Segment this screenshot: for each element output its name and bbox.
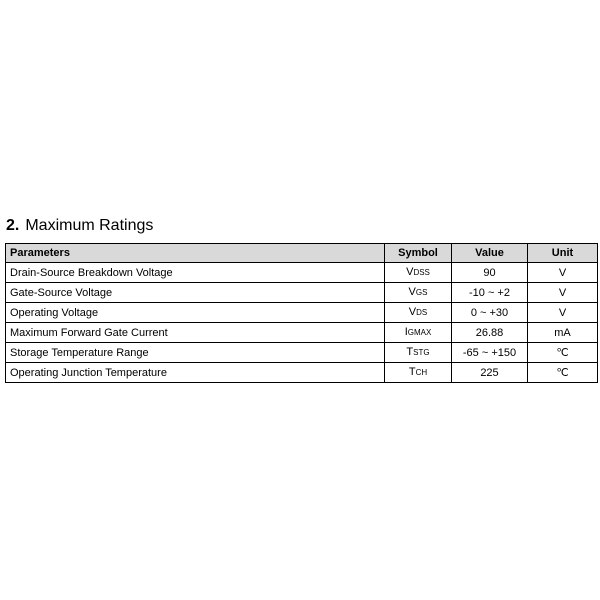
symbol-main: V <box>408 286 416 298</box>
symbol-main: T <box>408 366 416 378</box>
value-cell: -65 ~ +150 <box>452 343 528 363</box>
symbol-cell <box>385 283 452 303</box>
symbol-subscript: DSS <box>413 268 430 277</box>
unit-cell: V <box>528 283 598 303</box>
table-row <box>6 323 598 343</box>
header-symbol: Symbol <box>385 244 452 263</box>
parameter-cell: Operating Junction Temperature <box>6 363 385 383</box>
symbol-main: I <box>404 326 408 338</box>
value-cell: 90 <box>452 263 528 283</box>
value-cell: 0 ~ +30 <box>452 303 528 323</box>
symbol-cell <box>385 363 452 383</box>
parameter-cell: Operating Voltage <box>6 303 385 323</box>
symbol-cell <box>385 323 452 343</box>
symbol-subscript: CH <box>415 368 428 377</box>
table-row <box>6 363 598 383</box>
table-row <box>6 283 598 303</box>
symbol-main: T <box>406 346 414 358</box>
unit-cell: V <box>528 303 598 323</box>
section-title: Maximum Ratings <box>25 217 154 234</box>
symbol-cell <box>385 343 452 363</box>
symbol-subscript: DS <box>416 308 428 317</box>
table-header-row <box>6 244 598 263</box>
symbol-main: V <box>406 266 414 278</box>
unit-cell: mA <box>528 323 598 343</box>
table-row <box>6 263 598 283</box>
header-value: Value <box>452 244 528 263</box>
unit-cell: ℃ <box>528 363 598 383</box>
symbol-main: V <box>408 306 417 318</box>
symbol-subscript: GMAX <box>407 328 432 337</box>
symbol-subscript: GS <box>415 288 428 297</box>
section-number: 2. <box>6 217 20 234</box>
header-parameters: Parameters <box>6 244 385 263</box>
parameter-cell: Gate-Source Voltage <box>6 283 385 303</box>
section-heading <box>6 216 153 236</box>
symbol-cell <box>385 263 452 283</box>
symbol-subscript: STG <box>413 348 430 357</box>
unit-cell: ℃ <box>528 343 598 363</box>
value-cell: 225 <box>452 363 528 383</box>
parameter-cell: Storage Temperature Range <box>6 343 385 363</box>
parameter-cell: Maximum Forward Gate Current <box>6 323 385 343</box>
parameter-cell: Drain-Source Breakdown Voltage <box>6 263 385 283</box>
unit-cell: V <box>528 263 598 283</box>
value-cell: -10 ~ +2 <box>452 283 528 303</box>
symbol-cell <box>385 303 452 323</box>
value-cell: 26.88 <box>452 323 528 343</box>
maximum-ratings-table <box>5 243 598 383</box>
table-row <box>6 303 598 323</box>
header-unit: Unit <box>528 244 598 263</box>
table-row <box>6 343 598 363</box>
